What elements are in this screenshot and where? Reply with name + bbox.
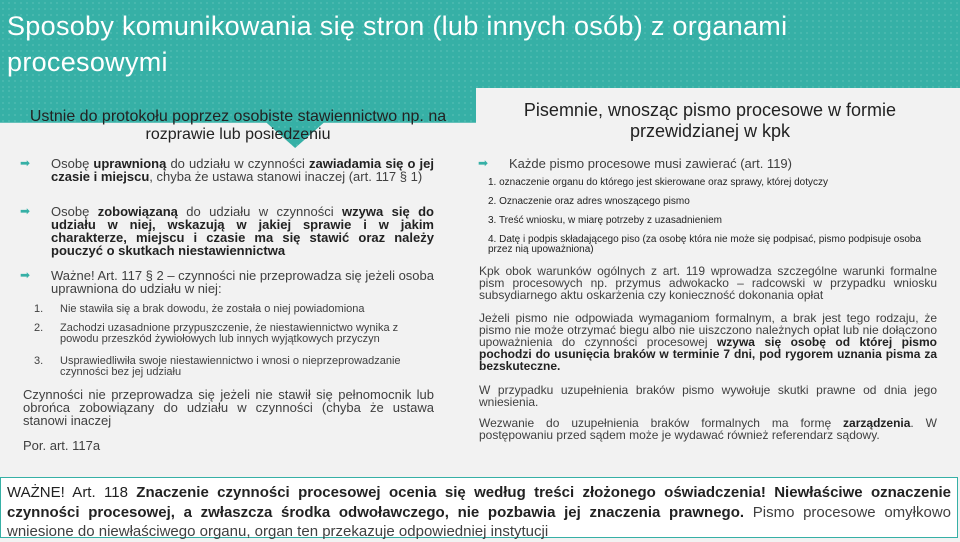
left-paragraph-1: Czynności nie przeprowadza się jeżeli nie stawił się pełnomocnik lub obrońca zobowiązany do udziału w czynności (chyba że ustawa stanowi inaczej — [23, 387, 434, 428]
left-numbered-list-2 — [22, 323, 438, 345]
right-paragraph-2: Jeżeli pismo nie odpowiada wymaganiom formalnym, a brak jest tego rodzaju, że pismo nie może otrzymać biegu albo nie uiszczono należnych opłat lub nie dołączono upoważnienia do czynności procesowej wzywa się osobę od której pismo pochodzi do usunięcia braków w terminie 7 dni, pod rygorem uznania pisma za bezskuteczne. — [479, 311, 937, 373]
arrow-bullet-icon: ➡ — [20, 156, 31, 170]
arrow-bullet-icon: ➡ — [478, 156, 489, 170]
right-paragraph-3: W przypadku uzupełnienia braków pismo wywołuje skutki prawne od dnia jego wniesienia. — [479, 383, 937, 409]
left-bullet-3: ➡ Ważne! Art. 117 § 2 – czynności nie przeprowadza się jeżeli osoba uprawniona do udziału w niej: — [20, 268, 434, 296]
left-numbered-list-3 — [22, 356, 438, 378]
list-item: 3. Usprawiedliwiła swoje niestawiennictwo i wnosi o nieprzeprowadzanie czynności bez jej udziału — [34, 355, 401, 378]
list-item: 2. Zachodzi uzasadnione przypuszczenie, że niestawiennictwo wynika z powodu przeszkód żywiołowych lub innych wyjątkowych przyczyn — [34, 322, 399, 345]
right-paragraph-4: Wezwanie do uzupełnienia braków formalnych ma formę zarządzenia. W postępowaniu przed sądem może je wydawać również referendarz sądowy. — [479, 416, 937, 442]
right-list-item-1: 1. oznaczenie organu do którego jest skierowane oraz sprawy, której dotyczy — [488, 177, 828, 188]
right-list-item-4: 4. Datę i podpis składającego piso (za osobę która nie może się podpisać, pismo podpisuje osoba przez nią upoważniona) — [488, 234, 922, 255]
right-paragraph-1: Kpk obok warunków ogólnych z art. 119 wprowadza szczególne warunki formalne pism procesowych np. przymus adwokacko – radcowski w przypadku wniosku subsydiarnego aktu oskarżenia czy konieczność dokonania opłat — [479, 264, 937, 302]
left-paragraph-2: Por. art. 117a — [23, 438, 101, 453]
arrow-bullet-icon: ➡ — [20, 268, 31, 282]
left-column-b2 — [20, 205, 434, 257]
left-numbered-list — [22, 304, 438, 315]
important-note-box: WAŻNE! Art. 118 Znaczenie czynności procesowej ocenia się według treści złożonego oświadczenia! Niewłaściwe oznaczenie czynności procesowej, a zwłaszcza środka odwoławczego, nie pozbawia jej znaczenia prawnego. Pismo procesowe omyłkowo wniesione do niewłaściwego organu, organ ten przekazuje odpowiedniej instytucji — [0, 477, 958, 538]
right-bullet-1-wrap — [478, 157, 938, 170]
left-bullet-2: ➡ Osobę zobowiązaną do udziału w czynności wzywa się do udziału w niej, wskazują w jakiej sprawie i w jakim charakterze, miejscu i czasie ma się stawić oraz należy pouczyć o skutkach niestawiennictwa — [20, 204, 434, 258]
left-bullet-1: ➡ Osobę uprawnioną do udziału w czynności zawiadamia się o jej czasie i miejscu, chyba że ustawa stanowi inaczej (art. 117 § 1) — [20, 156, 434, 184]
list-item: 1. Nie stawiła się a brak dowodu, że została o niej powiadomiona — [34, 303, 365, 315]
left-column-b3 — [20, 269, 434, 295]
arrow-bullet-icon: ➡ — [20, 204, 31, 218]
right-bullet-1: ➡ Każde pismo procesowe musi zawierać (art. 119) — [478, 156, 792, 171]
left-column — [20, 157, 434, 183]
tab-written: Pisemnie, wnosząc pismo procesowe w formie przewidzianej w kpk — [523, 100, 897, 141]
slide-title: Sposoby komunikowania się stron (lub innych osób) z organami procesowymi — [7, 11, 788, 77]
right-list-item-3: 3. Treść wniosku, w miarę potrzeby z uzasadnieniem — [488, 215, 722, 226]
title-banner — [0, 0, 960, 88]
right-list-item-2: 2. Oznaczenie oraz adres wnoszącego pismo — [488, 196, 690, 207]
tab-oral: Ustnie do protokołu poprzez osobiste stawiennictwo np. na rozprawie lub posiedzeniu — [29, 108, 447, 143]
